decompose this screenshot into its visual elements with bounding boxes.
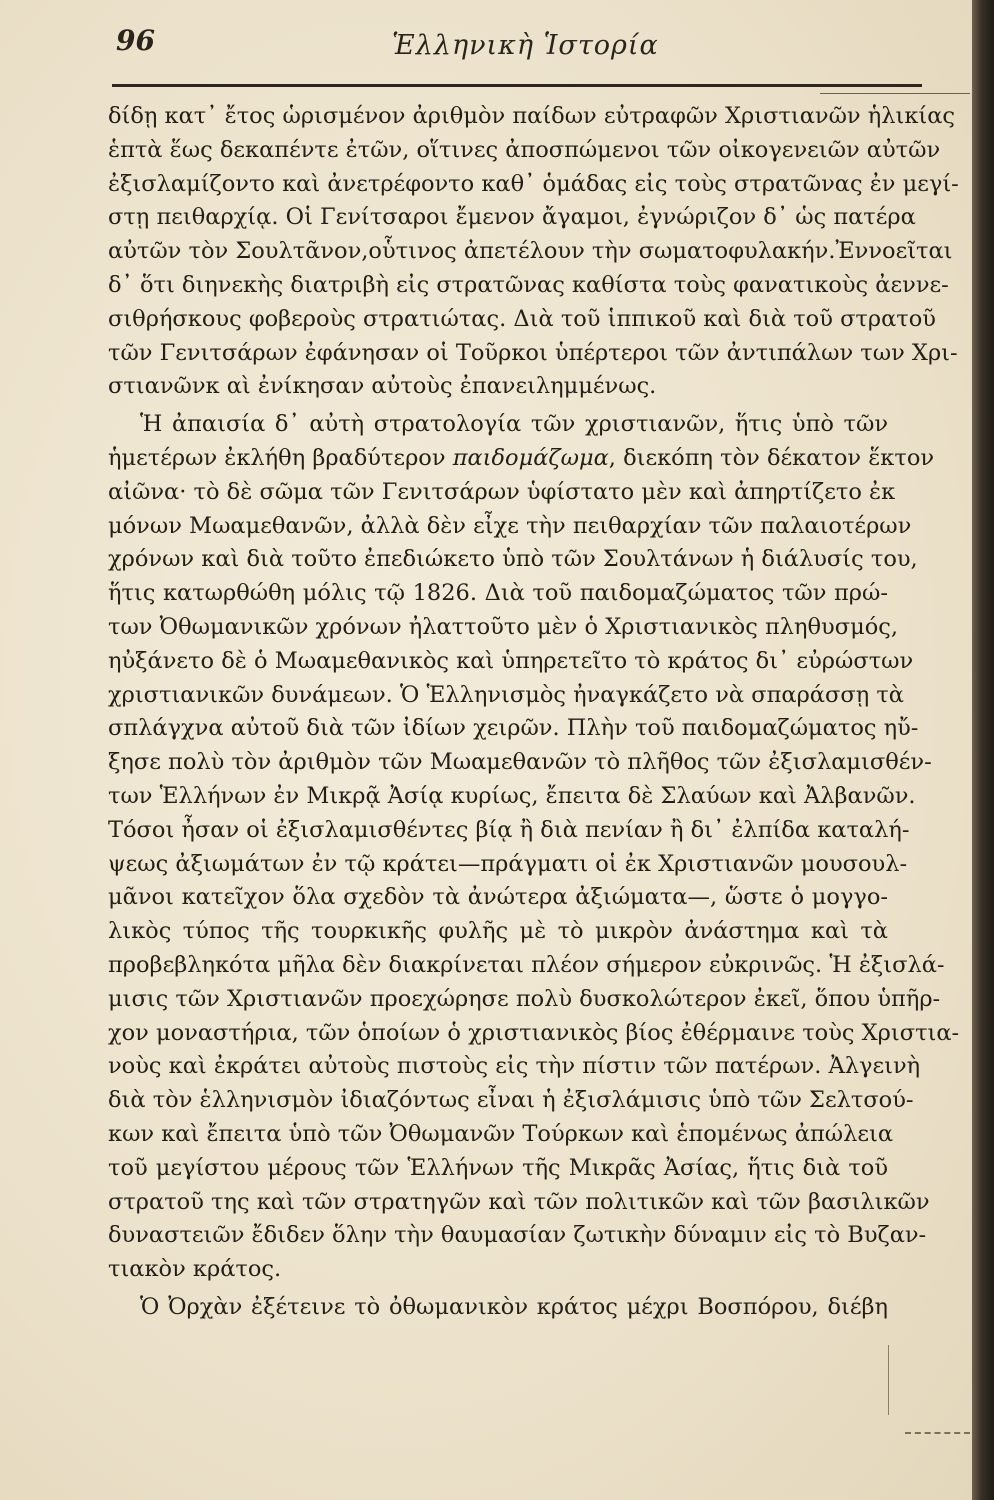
text-line: στρατοῦ της καὶ τῶν στρατηγῶν καὶ τῶν πολιτικῶν καὶ τῶν βασιλικῶν: [108, 1188, 930, 1215]
body-text: [108, 100, 960, 1325]
text-line: ἡμετέρων ἐκλήθη βραδύτερον παιδομάζωμα, διεκόπη τὸν δέκατον ἕκτον: [108, 444, 935, 471]
text-line: δ᾽ ὅτι διηνεκὴς διατριβὴ εἰς στρατῶνας καθίστα τοὺς φανατικοὺς ἀεννε-: [108, 271, 949, 298]
text-line: σπλάγχνα αὐτοῦ διὰ τῶν ἰδίων χειρῶν. Πλὴν τοῦ παιδομαζώματος ηὔ-: [108, 715, 919, 742]
text-line: τιακὸν κράτος.: [108, 1256, 282, 1283]
header-rule: [112, 84, 922, 87]
page-number: 96: [116, 24, 155, 57]
paragraph: [108, 100, 959, 404]
paragraph: [108, 1291, 888, 1325]
text-line: ηὐξάνετο δὲ ὁ Μωαμεθανικὸς καὶ ὑπηρετεῖτο τὸ κράτος δι᾽ εὐρώστων: [108, 647, 914, 674]
text-line: ἑπτὰ ἕως δεκαπέντε ἐτῶν, οἵτινες ἀποσπώμενοι τῶν οἰκογενειῶν αὐτῶν: [108, 136, 941, 163]
text-line: στιανῶνκ αὶ ἐνίκησαν αὐτοὺς ἐπανειλημμένως.: [108, 373, 657, 400]
paragraph: [108, 408, 960, 1287]
text-line: διὰ τὸν ἑλληνισμὸν ἰδιαζόντως εἶναι ἡ ἐξισλάμισις ὑπὸ τῶν Σελτσού-: [108, 1087, 914, 1114]
margin-mark: [888, 1345, 889, 1415]
text-line: μισις τῶν Χριστιανῶν προεχώρησε πολὺ δυσκολώτερον ἐκεῖ, ὅπου ὑπῆρ-: [108, 985, 941, 1012]
text-line: αἰῶνα· τὸ δὲ σῶμα τῶν Γενιτσάρων ὑφίστατο μὲν καὶ ἀπηρτίζετο ἐκ: [108, 478, 896, 505]
text-line: τοῦ μεγίστου μέρους τῶν Ἑλλήνων τῆς Μικρᾶς Ἀσίας, ἥτις διὰ τοῦ: [108, 1154, 888, 1181]
text-line: δυναστειῶν ἔδιδεν ὅλην τὴν θαυμασίαν ζωτικὴν δύναμιν εἰς τὸ Βυζαν-: [108, 1222, 927, 1249]
text-line: χριστιανικῶν δυνάμεων. Ὁ Ἑλληνισμὸς ἠναγκάζετο νὰ σπαράσσῃ τὰ: [108, 681, 904, 708]
page-header: [112, 22, 920, 82]
text-line: νοὺς καὶ ἐκράτει αὐτοὺς πιστοὺς εἰς τὴν πίστιν τῶν πατέρων. Ἀλγεινὴ: [108, 1053, 921, 1080]
text-line: κων καὶ ἔπειτα ὑπὸ τῶν Ὀθωμανῶν Τούρκων καὶ ἑπομένως ἀπώλεια: [108, 1120, 894, 1147]
text-line: των Ἑλλήνων ἐν Μικρᾷ Ἀσίᾳ κυρίως, ἔπειτα δὲ Σλαύων καὶ Ἀλβανῶν.: [108, 782, 916, 809]
header-rule-secondary: [820, 93, 970, 94]
text-line: ἐξισλαμίζοντο καὶ ἀνετρέφοντο καθ᾽ ὁμάδας εἰς τοὺς στρατῶνας ἐν μεγί-: [108, 170, 959, 197]
emphasized-term: παιδομάζωμα: [452, 444, 609, 471]
book-binding-edge: [972, 0, 994, 1500]
text-line: μόνων Μωαμεθανῶν, ἀλλὰ δὲν εἶχε τὴν πειθαρχίαν τῶν παλαιοτέρων: [108, 512, 912, 539]
text-line: μᾶνοι κατεῖχον ὅλα σχεδὸν τὰ ἀνώτερα ἀξιώματα—, ὥστε ὁ μογγο-: [108, 884, 888, 911]
text-line: ἥτις κατωρθώθη μόλις τῷ 1826. Διὰ τοῦ παιδομαζώματος τῶν πρώ-: [108, 580, 888, 607]
text-line: ξησε πολὺ τὸν ἀριθμὸν τῶν Μωαμεθανῶν τὸ πλῆθος τῶν ἐξισλαμισθέν-: [108, 749, 932, 776]
text-line: σιθρήσκους φοβεροὺς στρατιώτας. Διὰ τοῦ ἱππικοῦ καὶ διὰ τοῦ στρατοῦ: [108, 305, 936, 332]
text-line: αὐτῶν τὸν Σουλτᾶνον,οὗτινος ἀπετέλουν τὴν σωματοφυλακήν.Ἐννοεῖται: [108, 238, 953, 265]
text-line: των Ὀθωμανικῶν χρόνων ἠλαττοῦτο μὲν ὁ Χριστιανικὸς πληθυσμός,: [108, 613, 898, 640]
text-line: Ἡ ἀπαισία δ᾽ αὐτὴ στρατολογία τῶν χριστιανῶν, ἥτις ὑπὸ τῶν: [140, 411, 888, 438]
text-line: τῶν Γενιτσάρων ἐφάνησαν οἱ Τοῦρκοι ὑπέρτεροι τῶν ἀντιπάλων των Χρι-: [108, 339, 958, 366]
text-line: Τόσοι ἦσαν οἱ ἐξισλαμισθέντες βίᾳ ἢ διὰ πενίαν ἢ δι᾽ ἐλπίδα καταλή-: [108, 816, 910, 843]
text-line: προβεβληκότα μῆλα δὲν διακρίνεται πλέον σήμερον εὐκρινῶς. Ἡ ἐξισλά-: [108, 951, 945, 978]
text-line: δίδῃ κατ᾽ ἔτος ὡρισμένον ἀριθμὸν παίδων εὐτραφῶν Χριστιανῶν ἡλικίας: [108, 103, 956, 129]
text-line: στῃ πειθαρχίᾳ. Οἱ Γενίτσαροι ἔμενον ἄγαμοι, ἐγνώριζον δ᾽ ὡς πατέρα: [108, 204, 916, 231]
text-line: λικὸς τύπος τῆς τουρκικῆς φυλῆς μὲ τὸ μικρὸν ἀνάστημα καὶ τὰ: [108, 918, 888, 945]
running-title: Ἑλληνικὴ Ἱστορία: [392, 30, 659, 61]
text-line: χρόνων καὶ διὰ τοῦτο ἐπεδιώκετο ὑπὸ τῶν Σουλτάνων ἡ διάλυσίς του,: [108, 546, 918, 573]
text-line: ψεως ἀξιωμάτων ἐν τῷ κράτει—πράγματι οἱ ἐκ Χριστιανῶν μουσουλ-: [108, 850, 908, 877]
page-edge-mark: [905, 1432, 970, 1434]
text-line: χον μοναστήρια, τῶν ὁποίων ὁ χριστιανικὸς βίος ἐθέρμαινε τοὺς Χριστια-: [108, 1019, 960, 1046]
text-line: Ὁ Ὀρχὰν ἐξέτεινε τὸ ὀθωμανικὸν κράτος μέχρι Βοσπόρου, διέβη: [140, 1293, 888, 1320]
